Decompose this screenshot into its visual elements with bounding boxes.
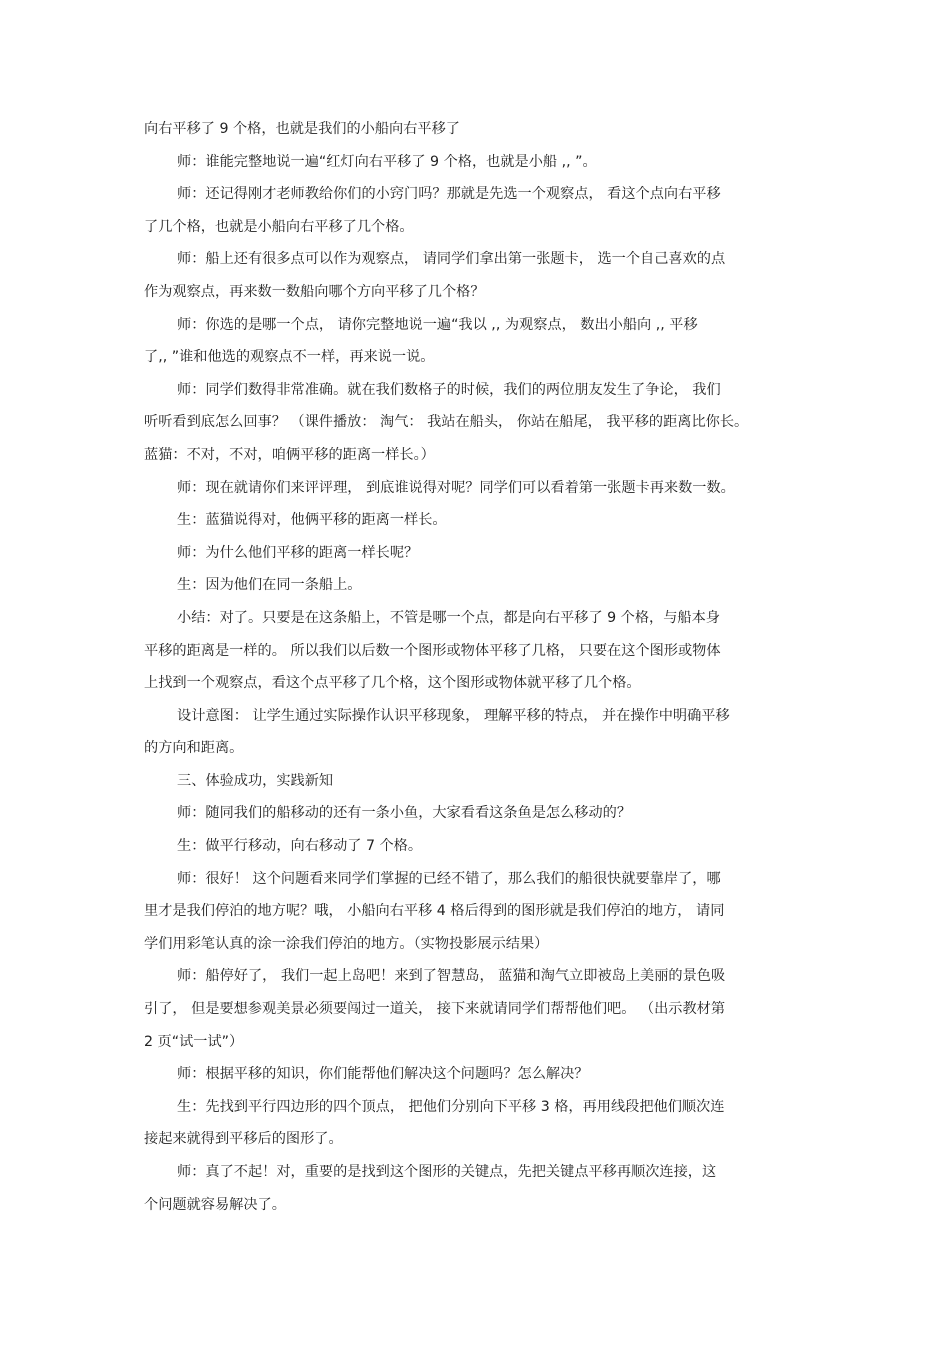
text-line: 师：谁能完整地说一遍“红灯向右平移了 9 个格，也就是小船 ,, ”。 [177, 153, 597, 170]
text-line: 生：先找到平行四边形的四个顶点， 把他们分别向下平移 3 格，再用线段把他们顺次连 [177, 1098, 725, 1115]
text-line: 师：你选的是哪一个点， 请你完整地说一遍“我以 ,, 为观察点， 数出小船向 ,, 平移 [177, 316, 698, 333]
text-line: 个问题就容易解决了。 [144, 1196, 286, 1213]
text-line: 小结：对了。只要是在这条船上，不管是哪一个点，都是向右平移了 9 个格，与船本身 [177, 609, 720, 626]
text-line: 师：随同我们的船移动的还有一条小鱼，大家看看这条鱼是怎么移动的？ [177, 805, 632, 822]
text-line: 师：同学们数得非常准确。就在我们数格子的时候，我们的两位朋友发生了争论， 我们 [177, 381, 721, 398]
text-line: 引了， 但是要想参观美景必须要闯过一道关， 接下来就请同学们帮帮他们吧。 （出示教材第 [144, 1001, 726, 1018]
text-line: 师：根据平移的知识，你们能帮他们解决这个问题吗？怎么解决？ [177, 1066, 589, 1083]
text-line: 师：还记得刚才老师教给你们的小窍门吗？那就是先选一个观察点， 看这个点向右平移 [177, 186, 721, 203]
text-line: 师：为什么他们平移的距离一样长呢？ [177, 544, 419, 561]
text-line: 师：很好！ 这个问题看来同学们掌握的已经不错了，那么我们的船很快就要靠岸了，哪 [177, 870, 721, 887]
text-line: 听听看到底怎么回事？ （课件播放： 淘气： 我站在船头， 你站在船尾， 我平移的距离比你长。 [144, 414, 749, 431]
text-line: 上找到一个观察点，看这个点平移了几个格，这个图形或物体就平移了几个格。 [144, 675, 641, 692]
text-line: 师：真了不起！对，重要的是找到这个图形的关键点，先把关键点平移再顺次连接，这 [177, 1164, 717, 1180]
text-line: 设计意图： 让学生通过实际操作认识平移现象， 理解平移的特点， 并在操作中明确平移 [177, 707, 730, 724]
text-line: 了几个格，也就是小船向右平移了几个格。 [144, 218, 414, 235]
text-line: 接起来就得到平移后的图形了。 [144, 1131, 343, 1148]
text-line: 三、体验成功，实践新知 [177, 772, 334, 789]
text-line: 平移的距离是一样的。 所以我们以后数一个图形或物体平移了几格， 只要在这个图形或物体 [144, 642, 721, 659]
text-line: 向右平移了 9 个格，也就是我们的小船向右平移了 [144, 121, 460, 137]
text-line: 作为观察点，再来数一数船向哪个方向平移了几个格？ [144, 283, 485, 300]
text-line: 生：蓝猫说得对，他俩平移的距离一样长。 [177, 512, 447, 529]
text-line: 生：做平行移动，向右移动了 7 个格。 [177, 838, 423, 855]
text-line: 师：现在就请你们来评评理， 到底谁说得对呢？同学们可以看着第一张题卡再来数一数。 [177, 479, 735, 496]
text-line: 学们用彩笔认真的涂一涂我们停泊的地方。（实物投影展示结果） [144, 935, 549, 952]
text-line: 了,, ”谁和他选的观察点不一样，再来说一说。 [144, 349, 435, 366]
text-line: 师：船停好了， 我们一起上岛吧！来到了智慧岛， 蓝猫和淘气立即被岛上美丽的景色吸 [177, 968, 726, 985]
text-line: 2 页“试一试”） [144, 1033, 244, 1050]
text-line: 师：船上还有很多点可以作为观察点， 请同学们拿出第一张题卡， 选一个自己喜欢的点 [177, 251, 726, 268]
text-line: 的方向和距离。 [144, 740, 244, 757]
text-line: 里才是我们停泊的地方呢？哦， 小船向右平移 4 格后得到的图形就是我们停泊的地方， 请同 [144, 903, 725, 920]
text-line: 蓝猫：不对，不对，咱俩平移的距离一样长。） [144, 446, 435, 463]
document-body [144, 113, 804, 1221]
text-line: 生：因为他们在同一条船上。 [177, 577, 362, 594]
